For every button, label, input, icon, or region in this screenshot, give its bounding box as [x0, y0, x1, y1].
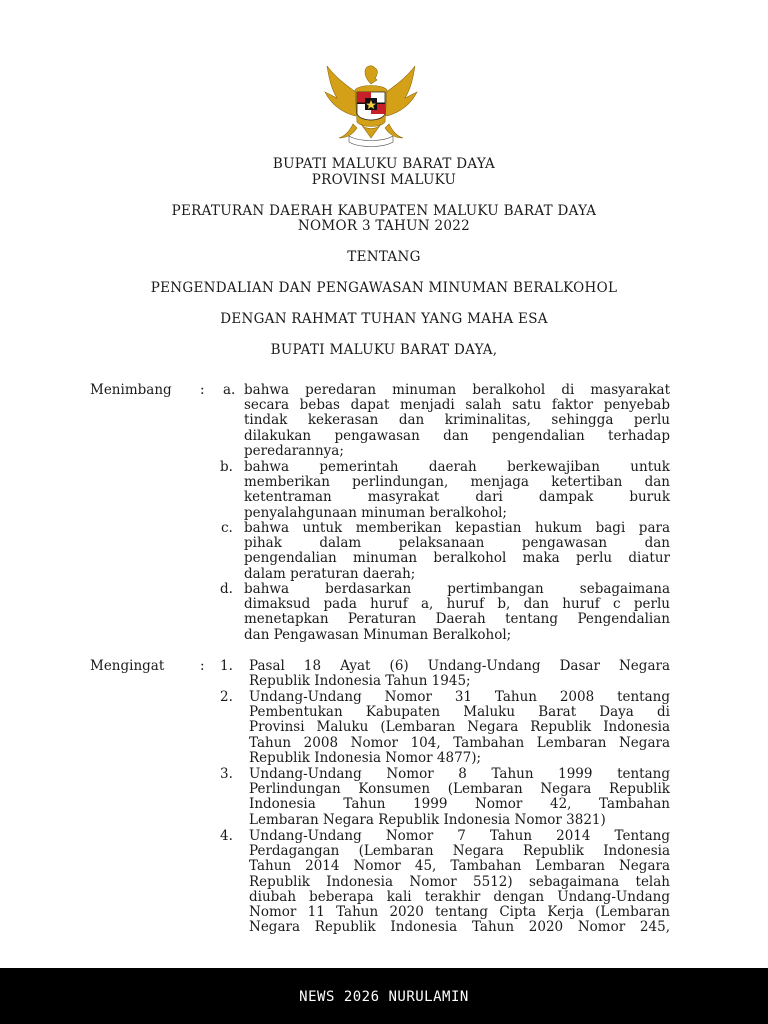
- mengingat-marker-4: 4.: [220, 828, 233, 844]
- mengingat-label: Mengingat: [90, 658, 165, 674]
- footer-caption: NEWS 2026 NURULAMIN: [299, 989, 469, 1005]
- text-line: memberikan perlindungan, menjaga ketertiban dan: [244, 474, 670, 491]
- text-line: Republik Indonesia Nomor 5512) sebagaimana telah: [249, 873, 670, 890]
- menimbang-label: Menimbang: [90, 382, 172, 398]
- text-line: pihak dalam pelaksanaan pengawasan dan: [244, 535, 670, 552]
- menimbang-marker-b: b.: [220, 459, 233, 475]
- text-line: Pasal 18 Ayat (6) Undang-Undang Dasar Negara: [249, 658, 670, 674]
- menimbang-marker-a: a.: [223, 382, 236, 398]
- text-line: bahwa berdasarkan pertimbangan sebagaimana: [244, 581, 670, 597]
- issuer-line: BUPATI MALUKU BARAT DAYA,: [270, 342, 498, 358]
- text-line: bahwa pemerintah daerah berkewajiban untuk: [244, 459, 670, 475]
- header-province-line: PROVINSI MALUKU: [311, 172, 457, 188]
- text-line: menetapkan Peraturan Daerah tentang Pengendalian: [244, 611, 670, 628]
- regulation-number: NOMOR 3 TAHUN 2022: [297, 218, 471, 234]
- text-line: dimaksud pada huruf a, huruf b, dan huruf c perlu: [244, 596, 670, 613]
- text-line: Republik Indonesia Nomor 4877);: [249, 749, 482, 766]
- regulation-subject: PENGENDALIAN DAN PENGAWASAN MINUMAN BERALKOHOL: [150, 280, 618, 296]
- mengingat-item-2: [249, 690, 670, 766]
- header-issuer-line: BUPATI MALUKU BARAT DAYA: [272, 156, 496, 172]
- menimbang-item-c: [244, 521, 670, 582]
- text-line: Perdagangan (Lembaran Negara Republik Indonesia: [249, 843, 670, 860]
- text-line: ketentraman masyrakat dari dampak buruk: [244, 489, 670, 506]
- text-line: dan Pengawasan Minuman Beralkohol;: [244, 626, 512, 643]
- text-line: dilakukan pengawasan dan pengendalian terhadap: [244, 427, 670, 444]
- mengingat-marker-2: 2.: [220, 689, 233, 705]
- text-line: Negara Republik Indonesia Tahun 2020 Nomor 245,: [249, 919, 670, 936]
- text-line: dalam peraturan daerah;: [244, 565, 416, 582]
- mengingat-colon: :: [200, 658, 205, 674]
- text-line: Tahun 2014 Nomor 45, Tambahan Lembaran Negara: [249, 858, 670, 875]
- menimbang-item-b: [244, 460, 670, 521]
- text-line: secara bebas dapat menjadi salah satu faktor penyebab: [244, 397, 670, 414]
- text-line: diubah beberapa kali terakhir dengan Undang-Undang: [249, 888, 670, 905]
- menimbang-colon: :: [200, 382, 205, 398]
- text-line: Perlindungan Konsumen (Lembaran Negara Republik: [249, 781, 670, 798]
- about-heading: TENTANG: [347, 249, 421, 265]
- text-line: Provinsi Maluku (Lembaran Negara Republik Indonesia: [249, 719, 670, 736]
- mengingat-marker-3: 3.: [220, 766, 233, 782]
- mengingat-item-4: [249, 829, 670, 935]
- mengingat-item-3: [249, 767, 670, 828]
- text-line: Indonesia Tahun 1999 Nomor 42, Tambahan: [249, 796, 670, 813]
- text-line: Tahun 2008 Nomor 104, Tambahan Lembaran Negara: [249, 734, 670, 751]
- regulation-title: PERATURAN DAERAH KABUPATEN MALUKU BARAT DAYA: [171, 203, 597, 219]
- text-line: peredarannya;: [244, 442, 344, 459]
- text-line: Undang-Undang Nomor 7 Tahun 2014 Tentang: [249, 828, 670, 844]
- text-line: Pembentukan Kabupaten Maluku Barat Daya di: [249, 704, 670, 721]
- text-line: penyalahgunaan minuman beralkohol;: [244, 504, 507, 521]
- menimbang-marker-c: c.: [221, 520, 233, 536]
- text-line: Republik Indonesia Tahun 1945;: [249, 673, 471, 690]
- menimbang-marker-d: d.: [220, 581, 233, 597]
- text-line: bahwa untuk memberikan kepastian hukum bagi para: [244, 520, 670, 536]
- mengingat-marker-1: 1.: [220, 658, 233, 674]
- text-line: tindak kekerasan dan kriminalitas, sehingga perlu: [244, 412, 670, 429]
- text-line: Nomor 11 Tahun 2020 tentang Cipta Kerja (Lembaran: [249, 903, 670, 920]
- text-line: Lembaran Negara Republik Indonesia Nomor 3821): [249, 811, 606, 828]
- text-line: Undang-Undang Nomor 31 Tahun 2008 tentang: [249, 689, 670, 705]
- menimbang-item-a: [244, 383, 670, 459]
- text-line: bahwa peredaran minuman beralkohol di masyarakat: [244, 382, 670, 398]
- garuda-emblem-icon: [319, 62, 423, 150]
- text-line: Undang-Undang Nomor 8 Tahun 1999 tentang: [249, 766, 670, 782]
- blessing-line: DENGAN RAHMAT TUHAN YANG MAHA ESA: [220, 311, 548, 327]
- text-line: pengendalian minuman beralkohol maka perlu diatur: [244, 550, 670, 567]
- mengingat-item-1: [249, 659, 670, 689]
- menimbang-item-d: [244, 582, 670, 643]
